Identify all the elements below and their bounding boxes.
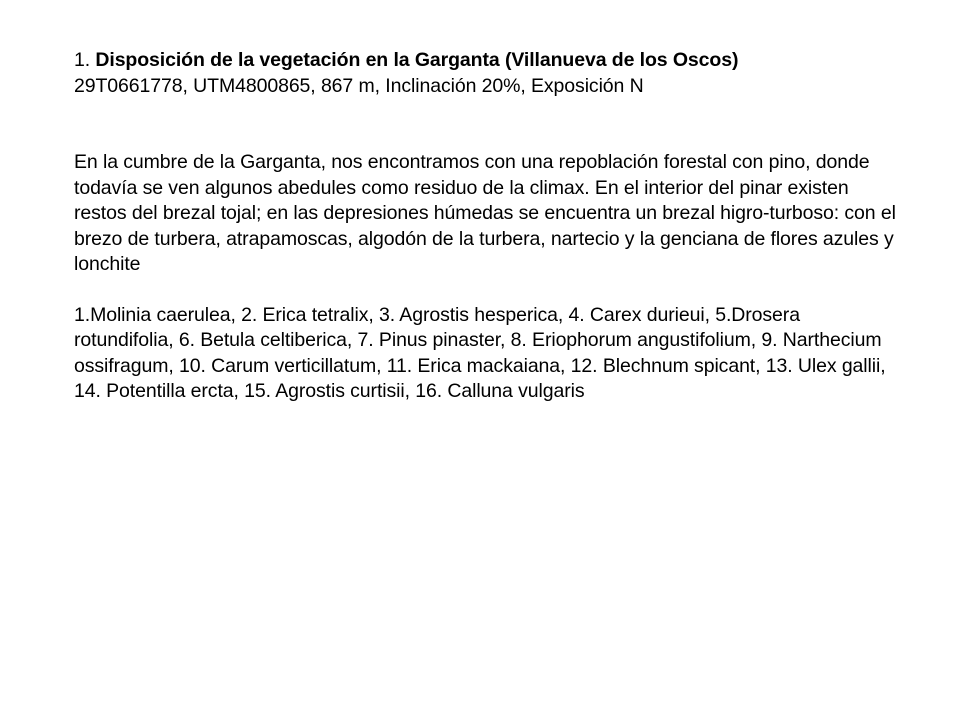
spacer	[74, 278, 904, 303]
slide-content	[74, 48, 904, 405]
slide-title	[74, 48, 904, 74]
species-list: 1.Molinia caerulea, 2. Erica tetralix, 3. Agrostis hesperica, 4. Carex durieui, 5.Drosera rotundifolia, 6. Betula celtiberica, 7. Pinus pinaster, 8. Eriophorum angustifolium, 9. Narthecium ossifragum, 10. Carum verticillatum, 11. Erica mackaiana, 12. Blechnum spicant, 13. Ulex gallii, 14. Potentilla ercta, 15. Agrostis curtisii, 16. Calluna vulgaris	[74, 303, 886, 402]
location-coordinates: 29T0661778, UTM4800865, 867 m, Inclinación 20%, Exposición N	[74, 74, 644, 97]
description-paragraph: En la cumbre de la Garganta, nos encontramos con una repoblación forestal con pino, donde todavía se ven algunos abedules como residuo de la climax. En el interior del pinar existen restos del brezal tojal; en las depresiones húmedas se encuentra un brezal higro-turboso: con el brezo de turbera, atrapamoscas, algodón de la turbera, nartecio y la genciana de flores azules y lonchite	[74, 151, 896, 275]
title-text: Disposición de la vegetación en la Garganta (Villanueva de los Oscos)	[95, 49, 739, 71]
spacer	[74, 99, 904, 150]
title-number: 1.	[74, 49, 96, 71]
